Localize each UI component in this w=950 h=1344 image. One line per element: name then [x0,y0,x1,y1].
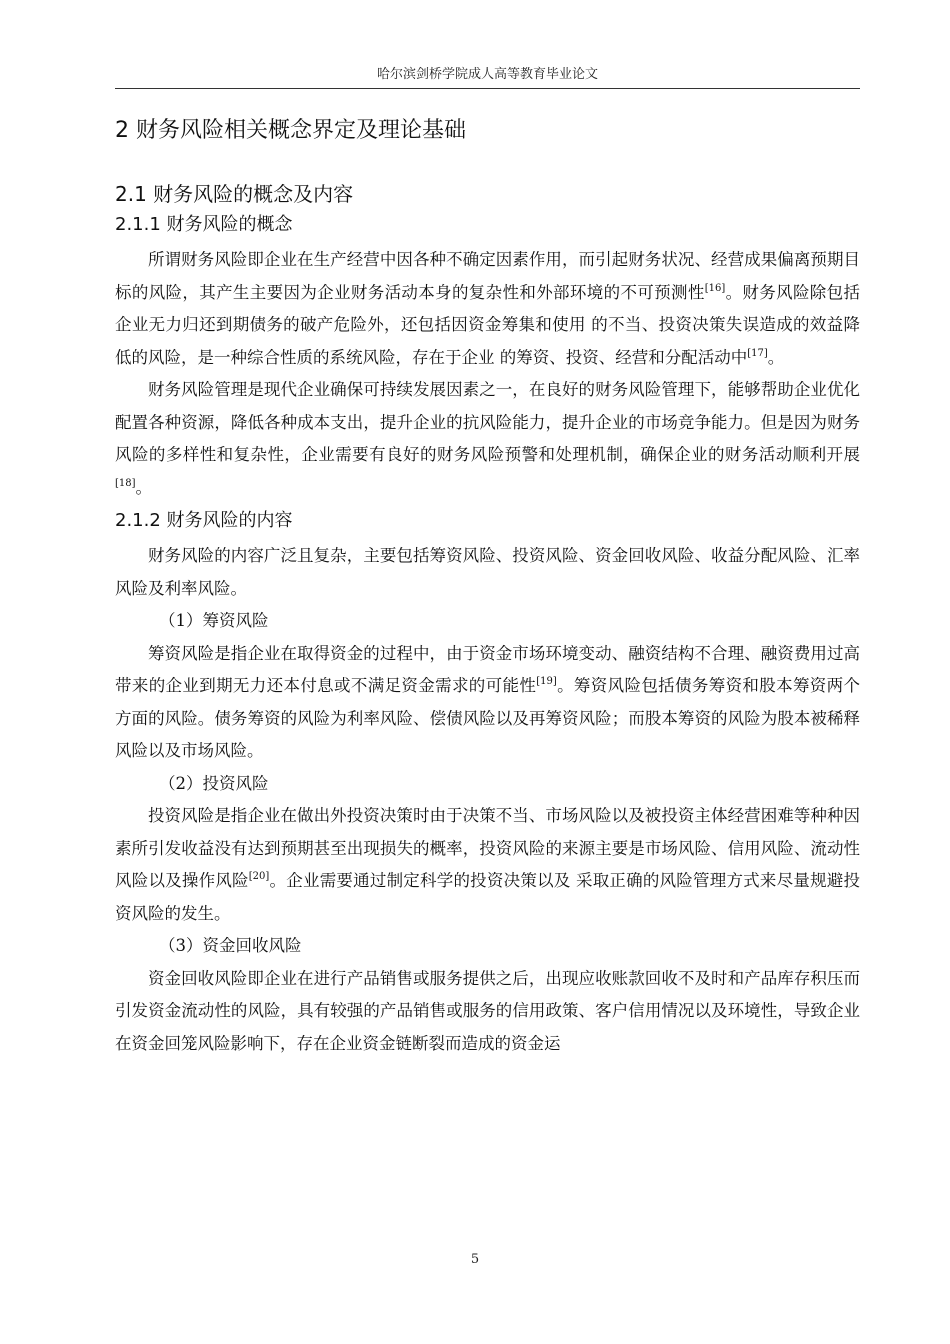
citation-ref: [19] [536,676,557,687]
paragraph-text: 。 [767,347,785,367]
page-header: 哈尔滨剑桥学院成人高等教育毕业论文 [376,67,598,82]
paragraph-text: 财务风险管理是现代企业确保可持续发展因素之一，在良好的财务风险管理下，能够帮助企业优化配置各种资源，降低各种成本支出，提升企业的抗风险能力，提升企业的市场竞争能力。但是因为财务风险的多样性和复杂性，企业需要有良好的财务风险预警和处理机制，确保企业的财务活动顺利开展 [115,380,860,464]
paragraph-text: 投资风险是指企业在做出外投资决策时由于决策不当、市场风险以及被投资主体经营困难等种种因素所引发收益没有达到预期甚至出现损失的概率，投资风险的来源主要是市场风险、信用风险、流动性风险以及操作风险 [115,806,860,890]
section-heading-2-1: 2.1 财务风险的概念及内容 [115,182,354,206]
paragraph-financial-risk-concept [115,244,860,374]
paragraph-text: 筹资风险是指企业在取得资金的过程中，由于资金市场环境变动、融资结构不合理、融资费用过高带来的企业到期无力还本付息或不满足资金需求的可能性 [115,643,860,695]
page-number: 5 [470,1252,480,1267]
paragraph-investment-risk [115,800,860,930]
list-item-financing-risk: （1）筹资风险 [159,611,269,630]
paragraph-capital-recovery-risk: 资金回收风险即企业在进行产品销售或服务提供之后，出现应收账款回收不及时和产品库存积压而引发资金流动性的风险，具有较强的产品销售或服务的信用政策、客户信用情况以及环境性，导致企业在资金回笼风险影响下，存在企业资金链断裂而造成的资金运 [115,968,860,1053]
citation-ref: [17] [747,347,768,359]
paragraph-risk-management [115,374,860,504]
paragraph-financing-risk [115,638,860,768]
paragraph-risk-content-intro: 财务风险的内容广泛且复杂，主要包括筹资风险、投资风险、资金回收风险、收益分配风险、汇率风险及利率风险。 [115,546,860,598]
paragraph-text: 。筹资风险包括债务筹资和股本筹资两个方面的风险。债务筹资的风险为利率风险、偿债风险以及再筹资风险；而股本筹资的风险为股本被稀释风险以及市场风险。 [115,676,861,760]
citation-ref: [18] [115,477,136,489]
paragraph-text: 。财务风险除包括企业无力归还到期债务的破产危险外，还包括因资金筹集和使用 的不当、投资决策失误造成的效益降低的风险，是一种综合性质的系统风险，存在于企业 的筹资、投资、经营和分配活动中 [115,282,861,367]
chapter-heading: 2 财务风险相关概念界定及理论基础 [115,118,466,143]
paragraph-text: 所谓财务风险即企业在生产经营中因各种不确定因素作用，而引起财务状况、经营成果偏离预期目标的风险，其产生主要因为企业财务活动本身的复杂性和外部环境的不可预测性 [115,250,860,302]
citation-ref: [16] [704,282,726,294]
document-body [115,100,860,1060]
paragraph-text: 。企业需要通过制定科学的投资决策以及 采取正确的风险管理方式来尽量规避投资风险的发生。 [115,871,861,923]
header-divider [115,88,860,89]
subsection-heading-2-1-1: 2.1.1 财务风险的概念 [115,214,293,235]
list-item-investment-risk: （2）投资风险 [159,773,269,793]
citation-ref: [20] [248,871,270,882]
paragraph-text: 。 [135,477,153,497]
list-item-capital-recovery-risk: （3）资金回收风险 [159,936,302,955]
subsection-heading-2-1-2: 2.1.2 财务风险的内容 [115,510,293,531]
